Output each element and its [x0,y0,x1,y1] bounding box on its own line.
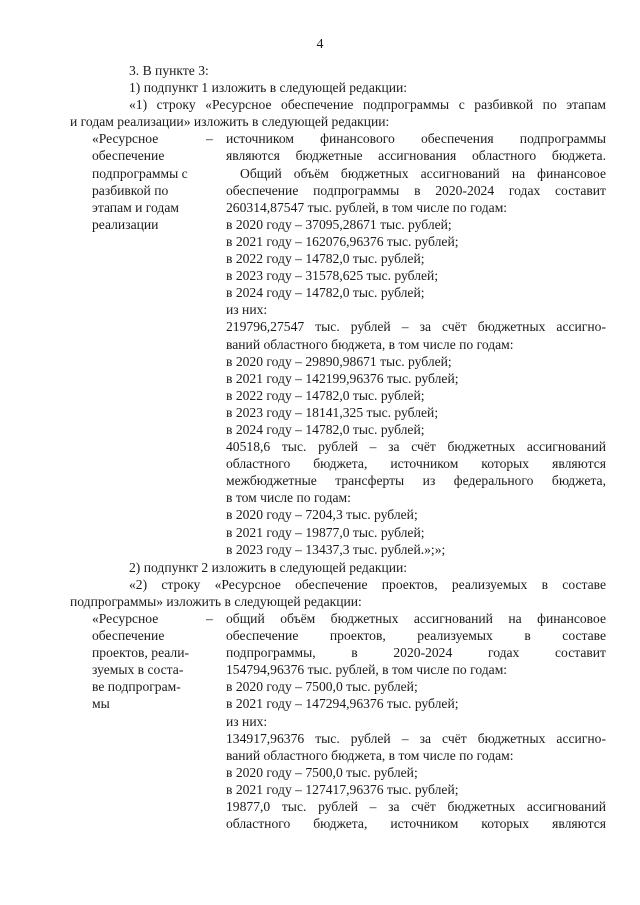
label-line: мы [92,696,110,712]
text-line: областного бюджета, источником которых являются [226,456,606,472]
text-line: 260314,87547 тыс. рублей, в том числе по годам: [226,199,508,215]
text-line: общий объём бюджетных ассигнований на финансовое [226,611,606,626]
text-line: являются бюджетные ассигнования областного бюджета. [226,148,606,164]
text-line: в 2020 году – 37095,28671 тыс. рублей; [226,216,452,232]
label-line: ве подпрограм- [92,679,181,695]
text-line: обеспечение проектов, реализуемых в составе [226,628,606,644]
row-1-text [226,130,606,557]
text-line: 19877,0 тыс. рублей – за счёт бюджетных ассигнований [226,799,606,815]
row-2-dash: – [206,611,213,626]
subitem-1: 1) подпункт 1 изложить в следующей редакции: [129,80,408,96]
row-2-text [226,610,606,832]
label-line: проектов, реали- [92,645,190,661]
text-line: ваний областного бюджета, в том числе по годам: [226,747,514,763]
text-line: межбюджетные трансферты из федерального бюджета, [226,473,606,489]
label-line: «Ресурсное [92,611,159,626]
subitem-2: 2) подпункт 2 изложить в следующей редакции: [129,559,408,575]
text-line: обеспечение подпрограммы в 2020-2024 годах составит [226,182,606,198]
quote-2-line-a: «2) строку «Ресурсное обеспечение проектов, реализуемых в составе [129,576,606,592]
row-2-label [92,610,200,832]
text-line: в 2020 году – 7500,0 тыс. рублей; [226,764,418,780]
label-line: подпрограммы с [92,165,188,181]
text-line: в 2020 году – 7500,0 тыс. рублей; [226,679,418,695]
text-line: подпрограммы, в 2020-2024 годах составит [226,645,606,661]
resource-table-row-1 [92,130,606,557]
text-line: в 2021 году – 162076,96376 тыс. рублей; [226,233,459,249]
item-3-heading: 3. В пункте 3: [129,63,209,78]
text-line: источником финансового обеспечения подпрограммы [226,131,606,147]
text-line: 154794,96376 тыс. рублей, в том числе по годам: [226,662,508,678]
text-line: в 2021 году – 127417,96376 тыс. рублей; [226,781,459,797]
row-1-label [92,130,200,557]
text-line: 40518,6 тыс. рублей – за счёт бюджетных ассигнований [226,439,606,455]
text-line: в 2021 году – 19877,0 тыс. рублей; [226,524,425,540]
text-line: 219796,27547 тыс. рублей – за счёт бюджетных ассигно- [226,319,606,335]
text-line: в том числе по годам: [226,490,351,506]
quote-1-line-b: и годам реализации» изложить в следующей редакции: [70,114,390,130]
text-line: в 2023 году – 31578,625 тыс. рублей; [226,268,439,284]
page-number: 4 [316,37,324,52]
text-line: из них: [226,713,268,729]
text-line: в 2020 году – 7204,3 тыс. рублей; [226,507,418,523]
text-line: в 2021 году – 147294,96376 тыс. рублей; [226,696,459,712]
text-line: в 2022 году – 14782,0 тыс. рублей; [226,251,425,267]
label-line: обеспечение [92,628,165,644]
label-line: обеспечение [92,148,165,164]
text-line: в 2024 году – 14782,0 тыс. рублей; [226,421,425,437]
quote-2-line-b: подпрограммы» изложить в следующей редакции: [70,593,362,609]
text-line: из них: [226,302,268,318]
text-line: в 2020 году – 29890,98671 тыс. рублей; [226,353,452,369]
document-body [70,62,606,832]
text-line: в 2022 году – 14782,0 тыс. рублей; [226,387,425,403]
text-line: областного бюджета, источником которых являются [226,816,606,832]
text-line: в 2023 году – 18141,325 тыс. рублей; [226,404,439,420]
text-line: в 2024 году – 14782,0 тыс. рублей; [226,285,425,301]
label-line: «Ресурсное [92,131,159,147]
text-line: в 2021 году – 142199,96376 тыс. рублей; [226,370,459,386]
label-line: реализации [92,216,159,232]
row-1-dash: – [206,131,213,147]
resource-table-row-2 [92,610,606,832]
text-line: Общий объём бюджетных ассигнований на финансовое [240,165,606,181]
text-line: ваний областного бюджета, в том числе по годам: [226,336,514,352]
label-line: зуемых в соста- [92,662,184,678]
text-line: в 2023 году – 13437,3 тыс. рублей.»;»; [226,541,446,557]
text-line: 134917,96376 тыс. рублей – за счёт бюджетных ассигно- [226,730,606,746]
label-line: разбивкой по [92,182,169,198]
quote-1-line-a: «1) строку «Ресурсное обеспечение подпрограммы с разбивкой по этапам [129,97,606,113]
label-line: этапам и годам [92,199,179,215]
